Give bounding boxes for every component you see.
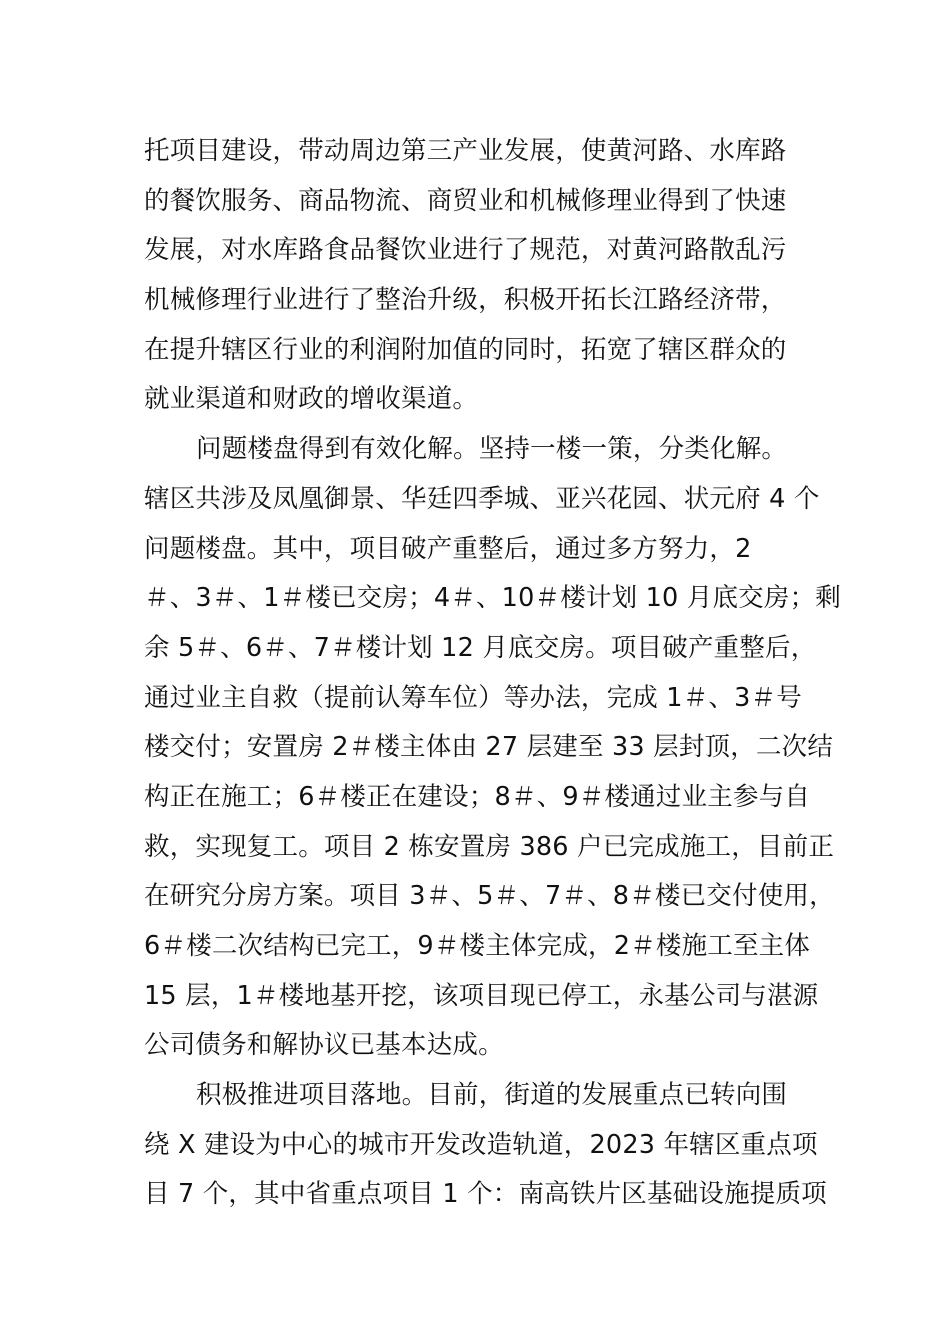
text-line: 15 层，1＃楼地基开挖，该项目现已停工，永基公司与湛源 xyxy=(144,980,819,1011)
text-line: 辖区共涉及凤凰御景、华廷四季城、亚兴花园、状元府 4 个 xyxy=(144,483,820,514)
paragraph-heading-line: 问题楼盘得到有效化解。坚持一楼一策，分类化解。 xyxy=(196,434,788,465)
text-line: 在提升辖区行业的利润附加值的同时，拓宽了辖区群众的 xyxy=(144,334,787,365)
text-line: 构正在施工；6＃楼正在建设；8＃、9＃楼通过业主参与自 xyxy=(144,781,811,812)
paragraph-heading-line: 积极推进项目落地。目前，街道的发展重点已转向围 xyxy=(196,1080,788,1111)
text-line: 托项目建设，带动周边第三产业发展，使黄河路、水库路 xyxy=(144,136,787,166)
text-line: 在研究分房方案。项目 3＃、5＃、7＃、8＃楼已交付使用， xyxy=(144,881,835,912)
text-line: 救，实现复工。项目 2 栋安置房 386 户已完成施工，目前正 xyxy=(144,831,835,862)
text-line: 楼交付；安置房 2＃楼主体由 27 层建至 33 层封顶，二次结 xyxy=(144,732,834,763)
text-line: 的餐饮服务、商品物流、商贸业和机械修理业得到了快速 xyxy=(144,185,787,216)
text-line: 机械修理行业进行了整治升级，积极开拓长江路经济带， xyxy=(144,285,787,316)
text-line: 6＃楼二次结构已完工，9＃楼主体完成，2＃楼施工至主体 xyxy=(144,931,811,961)
text-line: ＃、3＃、1＃楼已交房；4＃、10＃楼计划 10 月底交房；剩 xyxy=(144,583,841,614)
text-line: 就业渠道和财政的增收渠道。 xyxy=(144,384,479,415)
text-line: 绕 X 建设为中心的城市开发改造轨道，2023 年辖区重点项 xyxy=(144,1129,818,1160)
body-text xyxy=(144,127,841,1220)
text-line: 公司债务和解协议已基本达成。 xyxy=(144,1030,504,1061)
text-line: 发展，对水库路食品餐饮业进行了规范，对黄河路散乱污 xyxy=(144,235,787,266)
text-line: 余 5＃、6＃、7＃楼计划 12 月底交房。项目破产重整后， xyxy=(144,632,817,663)
text-line: 问题楼盘。其中，项目破产重整后，通过多方努力，2 xyxy=(144,533,752,564)
text-line: 目 7 个，其中省重点项目 1 个：南高铁片区基础设施提质项 xyxy=(144,1179,827,1210)
text-line: 通过业主自救（提前认筹车位）等办法，完成 1＃、3＃号 xyxy=(144,682,802,713)
